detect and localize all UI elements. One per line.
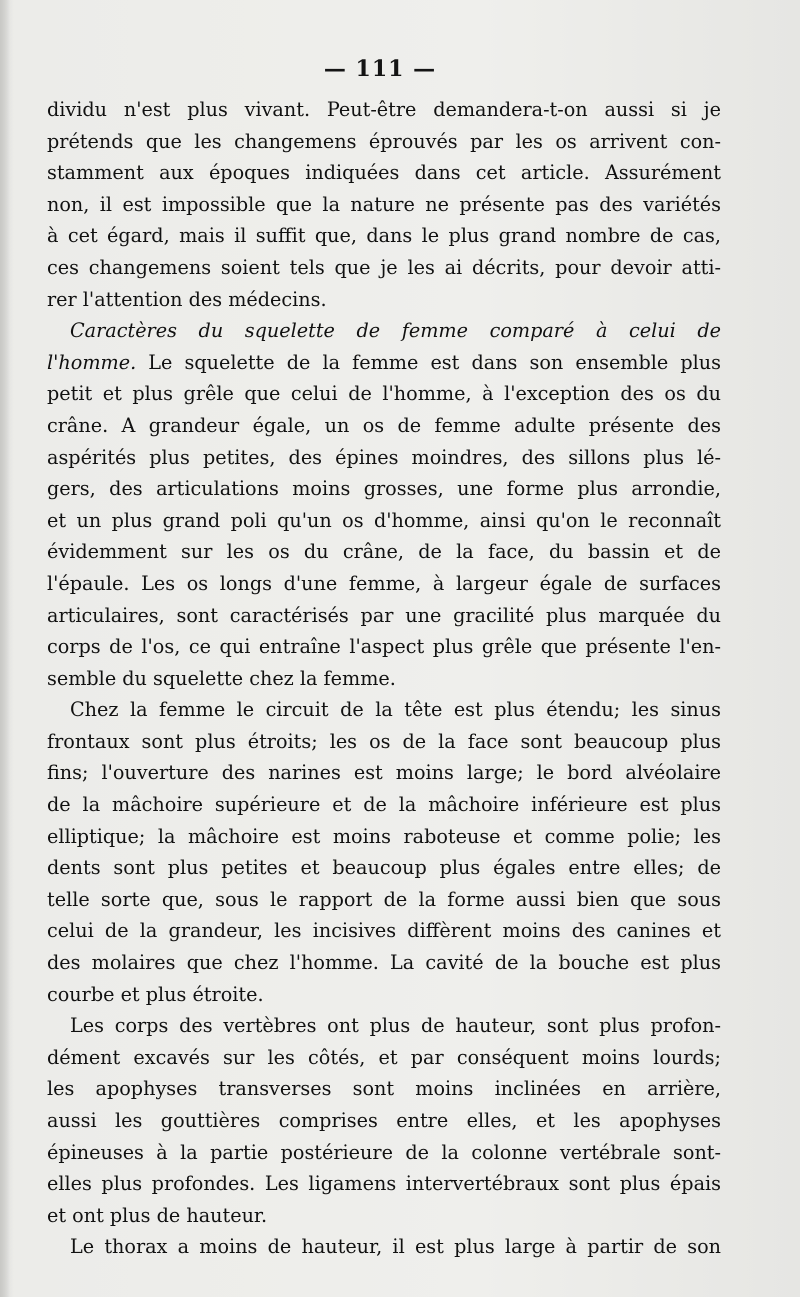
text-line: telle sorte que, sous le rapport de la forme aussi bien que sous bbox=[47, 887, 721, 911]
text-line: aussi les gouttières comprises entre elles, et les apophyses bbox=[47, 1109, 721, 1132]
text-line: et un plus grand poli qu'un os d'homme, ainsi qu'on le reconnaît bbox=[47, 508, 721, 532]
text-line: des molaires que chez l'homme. La cavité de la bouche est plus bbox=[47, 951, 721, 975]
section-heading-continued: l'homme. bbox=[47, 350, 137, 374]
text-line: stamment aux époques indiquées dans cet article. Assurément bbox=[47, 161, 721, 185]
page-edge-shadow bbox=[0, 0, 10, 1297]
text-line: crâne. A grandeur égale, un os de femme adulte présente des bbox=[47, 413, 721, 437]
text-line: corps de l'os, ce qui entraîne l'aspect plus grêle que présente l'en- bbox=[47, 635, 721, 659]
text-line: épineuses à la partie postérieure de la colonne vertébrale sont- bbox=[47, 1140, 721, 1164]
text-line: évidemment sur les os du crâne, de la face, du bassin et de bbox=[47, 540, 721, 564]
section-heading: Caractères du squelette de femme comparé à celui de bbox=[70, 319, 721, 343]
text-line: dents sont plus petites et beaucoup plus égales entre elles; de bbox=[47, 856, 721, 880]
text-line: de la mâchoire supérieure et de la mâchoire inférieure est plus bbox=[47, 793, 721, 817]
text-line-with-heading bbox=[47, 347, 721, 379]
text-line: rer l'attention des médecins. bbox=[47, 287, 327, 311]
text-line: prétends que les changemens éprouvés par les os arrivent con- bbox=[47, 129, 721, 153]
text-line: Le thorax a moins de hauteur, il est plus large à partir de son bbox=[70, 1235, 721, 1259]
text-line: dément excavés sur les côtés, et par conséquent moins lourds; bbox=[47, 1045, 721, 1069]
text-line: courbe et plus étroite. bbox=[47, 982, 264, 1006]
text-line: et ont plus de hauteur. bbox=[47, 1203, 268, 1227]
text-line: elles plus profondes. Les ligamens intervertébraux sont plus épais bbox=[47, 1172, 721, 1196]
text-line: à cet égard, mais il suffit que, dans le plus grand nombre de cas, bbox=[47, 224, 721, 248]
text-line: Chez la femme le circuit de la tête est plus étendu; les sinus bbox=[70, 698, 721, 722]
text-line: fins; l'ouverture des narines est moins large; le bord alvéolaire bbox=[47, 761, 721, 785]
text-line: frontaux sont plus étroits; les os de la face sont beaucoup plus bbox=[47, 729, 721, 753]
text-line: semble du squelette chez la femme. bbox=[47, 666, 396, 690]
text-line: aspérités plus petites, des épines moindres, des sillons plus lé- bbox=[47, 445, 721, 469]
text-line: elliptique; la mâchoire est moins raboteuse et comme polie; les bbox=[47, 824, 721, 848]
text-line: dividu n'est plus vivant. Peut-être demandera-t-on aussi si je bbox=[47, 98, 721, 121]
text-fragment: Le squelette de la femme est dans son ensemble plus bbox=[136, 350, 721, 374]
text-line: ces changemens soient tels que je les ai décrits, pour devoir atti- bbox=[47, 255, 721, 279]
text-line: celui de la grandeur, les incisives diffèrent moins des canines et bbox=[47, 919, 721, 943]
text-line: l'épaule. Les os longs d'une femme, à largeur égale de surfaces bbox=[47, 571, 721, 595]
page-number: — 111 — bbox=[323, 56, 437, 82]
text-line: les apophyses transverses sont moins inclinées en arrière, bbox=[47, 1077, 721, 1101]
text-line: non, il est impossible que la nature ne présente pas des variétés bbox=[47, 192, 721, 216]
text-line: Les corps des vertèbres ont plus de hauteur, sont plus profon- bbox=[70, 1014, 721, 1038]
text-line: petit et plus grêle que celui de l'homme, à l'exception des os du bbox=[47, 382, 721, 406]
body-text bbox=[47, 94, 721, 1263]
text-line: gers, des articulations moins grosses, une forme plus arrondie, bbox=[47, 477, 721, 501]
text-line: articulaires, sont caractérisés par une gracilité plus marquée du bbox=[47, 603, 721, 627]
